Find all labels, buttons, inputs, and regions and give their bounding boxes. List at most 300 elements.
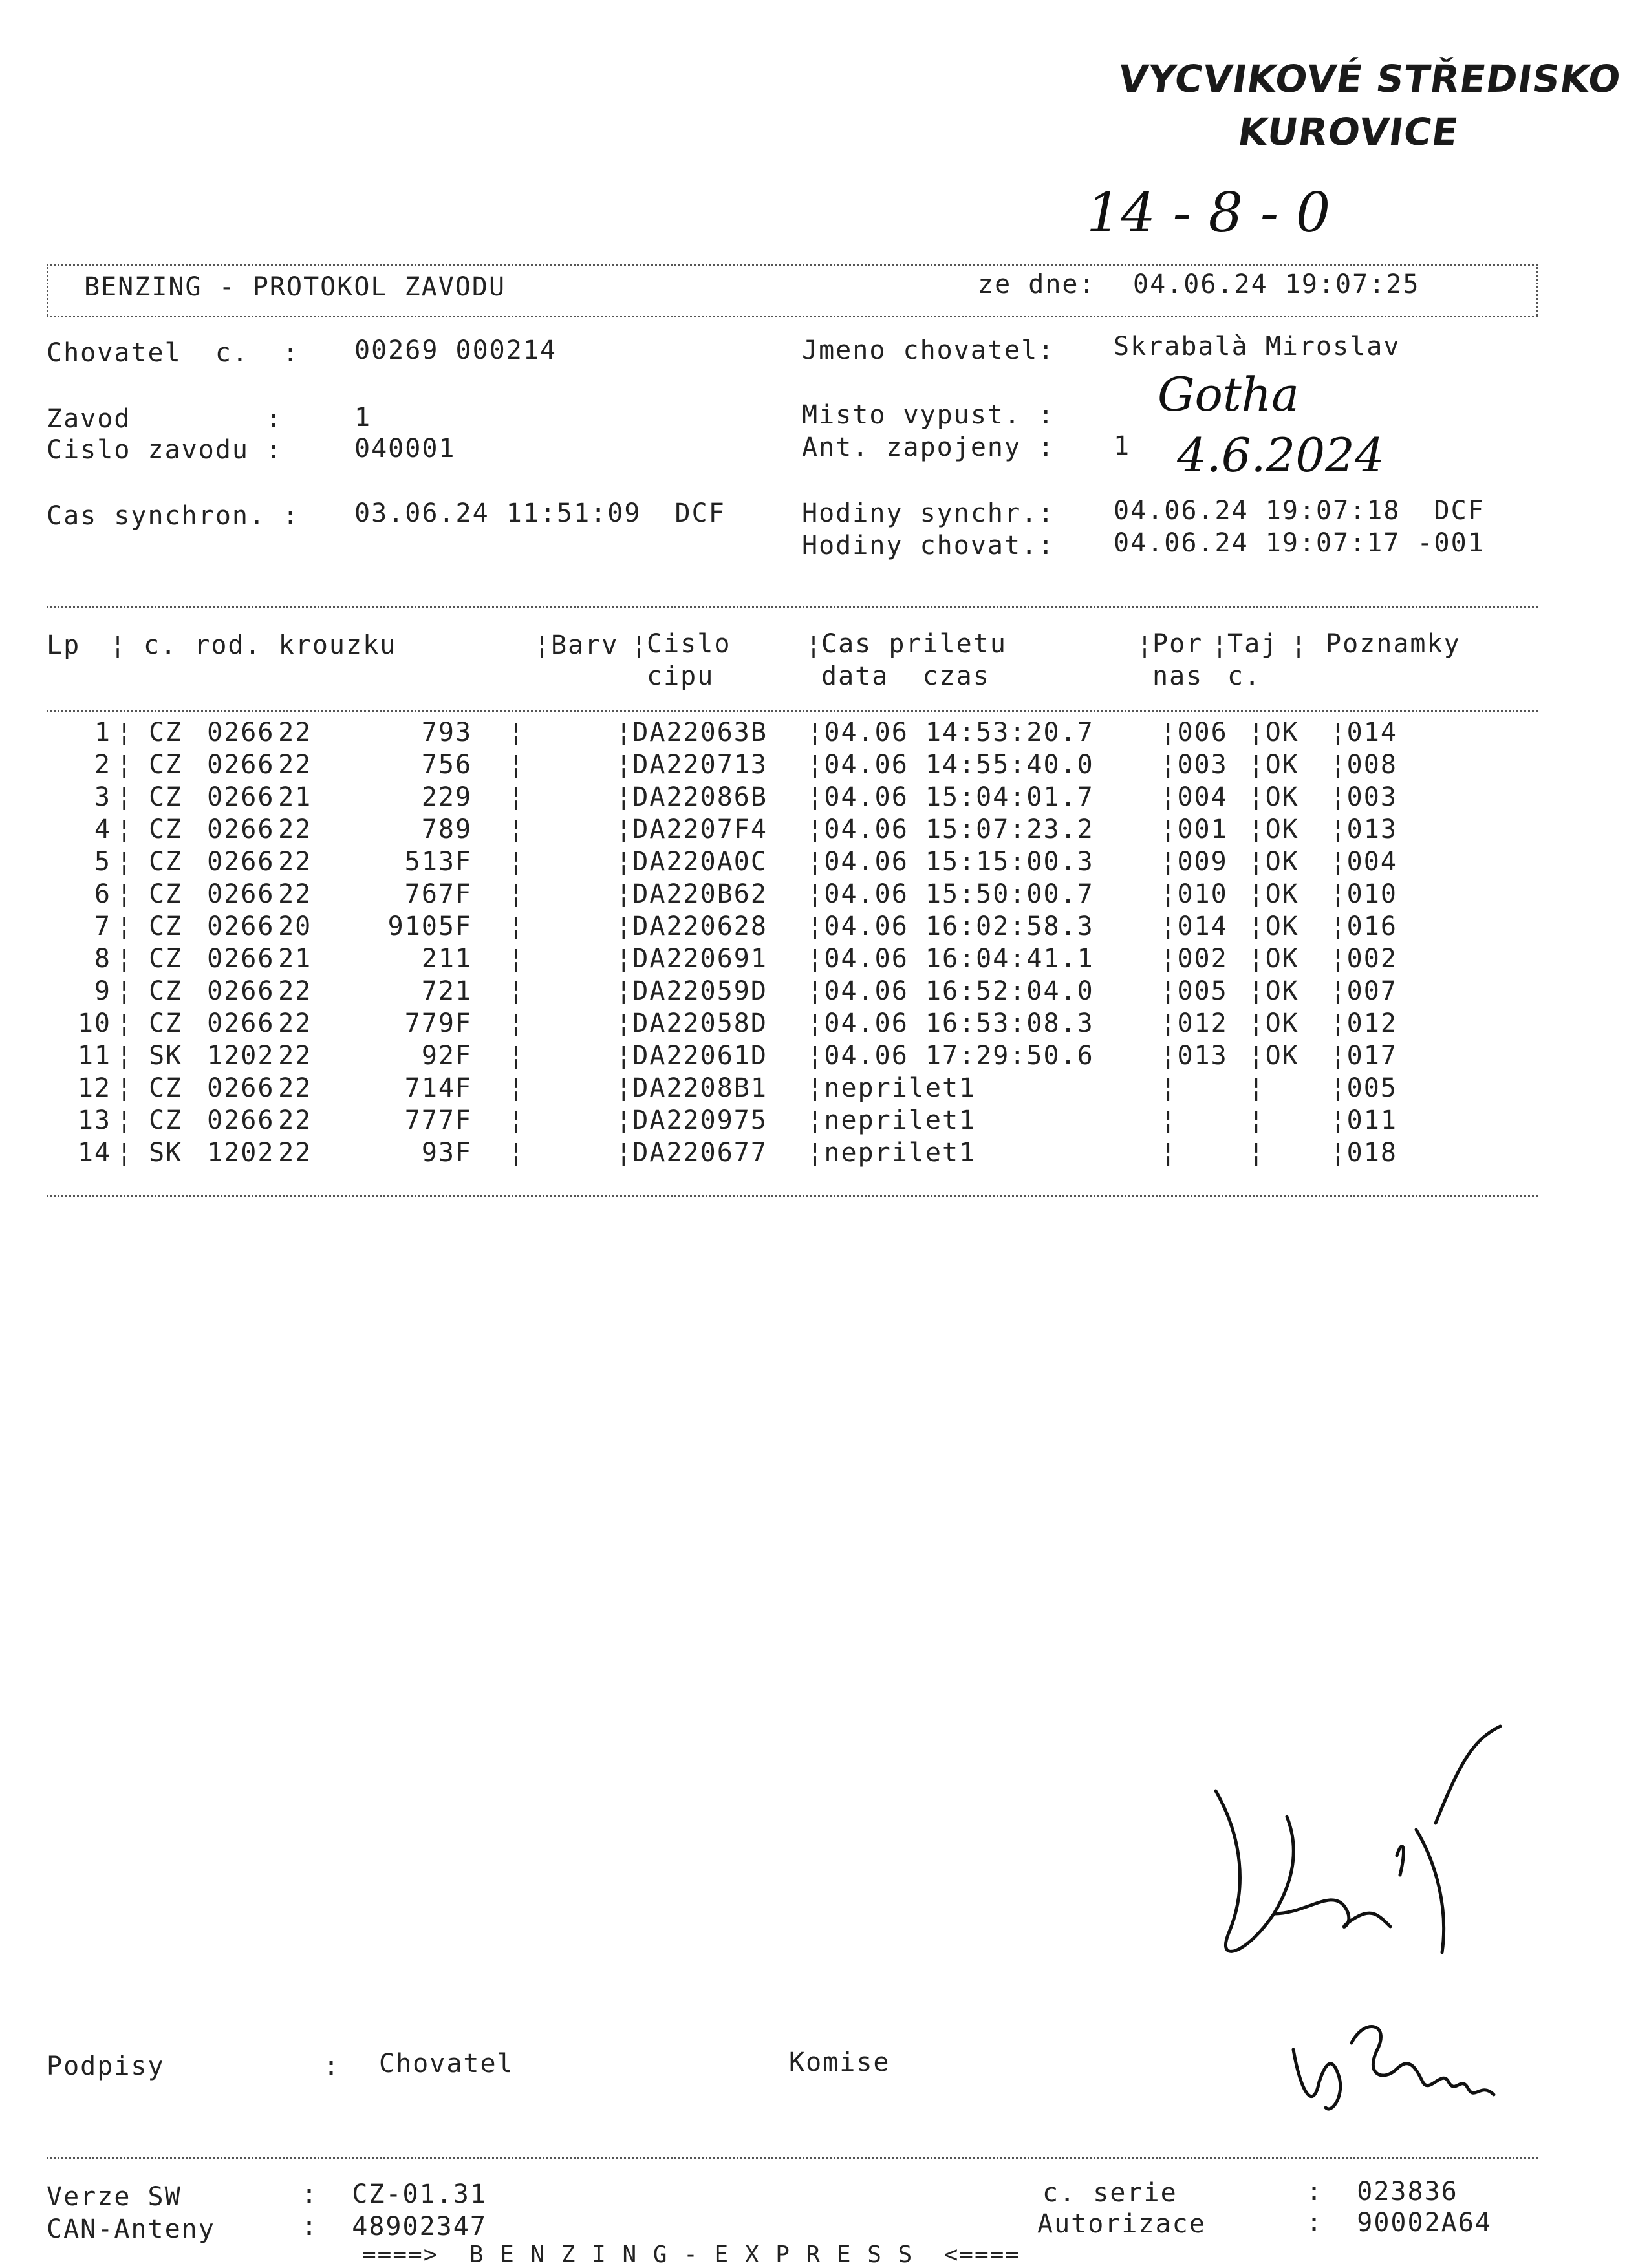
row-sep: ¦ [1248, 912, 1266, 941]
ring-org: 0266 [207, 815, 275, 844]
row-order [1177, 1104, 1248, 1137]
row-sep: ¦ [1330, 912, 1347, 941]
table-row [47, 943, 1541, 975]
row-lp: 14 [77, 1138, 111, 1168]
col-header-sep-2: ¦ [534, 630, 552, 660]
row-arrival-time: 04.06 14:53:20.7 [824, 718, 1094, 747]
col-header-por-2: nas [1152, 661, 1203, 691]
table-bottom-rule [47, 1195, 1538, 1197]
ring-number: 714F [404, 1073, 473, 1103]
table-row [47, 1072, 1541, 1104]
row-chip-id: DA220A0C [632, 847, 768, 877]
row-sep: ¦ [1248, 1009, 1266, 1038]
row-sep: ¦ [1160, 782, 1178, 812]
ring-org: 0266 [207, 750, 275, 780]
row-sep: ¦ [1330, 976, 1347, 1006]
row-sep: ¦ [807, 1041, 824, 1071]
row-sep: ¦ [508, 847, 526, 877]
row-note: 010 [1346, 879, 1397, 909]
row-order [1177, 1137, 1248, 1169]
col-header-taj-1: Taj [1227, 629, 1278, 659]
row-sep: ¦ [508, 815, 526, 844]
row-color [525, 846, 616, 878]
ring-country: SK [149, 1138, 183, 1168]
row-sep: ¦ [1248, 1106, 1266, 1135]
ring-number: 721 [421, 976, 473, 1006]
table-row [47, 749, 1541, 781]
ring-year: 21 [278, 782, 312, 812]
row-secret: OK [1265, 976, 1299, 1006]
row-sep: ¦ [1160, 1106, 1178, 1135]
clock-breeder-label: Hodiny chovat.: [802, 531, 1055, 561]
row-color [525, 1137, 616, 1169]
row-color [525, 813, 616, 846]
protocol-date-label: ze dne: [978, 270, 1096, 299]
col-header-sep-6: ¦ [1212, 630, 1229, 660]
row-color [525, 781, 616, 813]
row-chip-id: DA2207F4 [632, 815, 768, 844]
row-order: 012 [1177, 1009, 1228, 1038]
ring-org: 1202 [207, 1138, 275, 1168]
row-secret: OK [1265, 847, 1299, 877]
row-ring-number [133, 975, 508, 1007]
row-color [525, 910, 616, 943]
protocol-title: BENZING - PROTOKOL ZAVODU [84, 272, 506, 302]
row-note: 003 [1346, 782, 1397, 812]
row-sep: ¦ [116, 976, 134, 1006]
row-sep: ¦ [807, 1106, 824, 1135]
release-place-handwritten: Gotha [1158, 367, 1300, 422]
row-ring-number [133, 846, 508, 878]
row-color [525, 1104, 616, 1137]
row-arrival-time: 04.06 15:50:00.7 [824, 879, 1094, 909]
header-bottom-rule [47, 316, 1538, 317]
row-color [525, 749, 616, 781]
table-row [47, 910, 1541, 943]
row-sep: ¦ [116, 1073, 134, 1103]
row-chip-id: DA220677 [632, 1138, 768, 1168]
row-sep: ¦ [508, 1009, 526, 1038]
handwritten-code: 14 - 8 - 0 [1086, 181, 1331, 244]
breeder-name-label: Jmeno chovatel: [802, 336, 1055, 365]
stamp-line-1: VYCVIKOVÉ STŘEDISKO [1116, 57, 1624, 101]
row-sep: ¦ [616, 750, 633, 780]
row-sep: ¦ [116, 847, 134, 877]
row-chip-id: DA22086B [632, 782, 768, 812]
row-lp: 4 [94, 815, 111, 844]
col-header-sep-1: ¦ [110, 630, 127, 660]
row-lp: 6 [94, 879, 111, 909]
ring-country: CZ [149, 879, 183, 909]
ring-year: 22 [278, 1073, 312, 1103]
row-secret [1266, 1104, 1330, 1137]
ring-year: 22 [278, 1041, 312, 1071]
row-note: 004 [1346, 847, 1397, 877]
breeder-no-value: 00269 000214 [354, 336, 557, 365]
row-sep: ¦ [1330, 1009, 1347, 1038]
row-sep: ¦ [616, 718, 633, 747]
row-order: 013 [1177, 1041, 1228, 1071]
clock-sync-label: Hodiny synchr.: [802, 498, 1055, 528]
row-sep: ¦ [508, 879, 526, 909]
signatures-label: Podpisy [47, 2051, 165, 2081]
row-sep: ¦ [616, 944, 633, 974]
row-arrival-time: 04.06 14:55:40.0 [824, 750, 1094, 780]
row-sep: ¦ [807, 782, 824, 812]
ring-country: CZ [149, 1106, 183, 1135]
row-sep: ¦ [1160, 718, 1178, 747]
ring-year: 22 [278, 1138, 312, 1168]
row-chip-id: DA22061D [632, 1041, 768, 1071]
row-sep: ¦ [508, 976, 526, 1006]
ring-org: 0266 [207, 944, 275, 974]
ring-number: 779F [404, 1009, 473, 1038]
row-sep: ¦ [1160, 1041, 1178, 1071]
row-sep: ¦ [616, 782, 633, 812]
row-note: 018 [1346, 1138, 1397, 1168]
row-lp: 13 [77, 1106, 111, 1135]
row-secret: OK [1265, 718, 1299, 747]
row-chip-id: DA22059D [632, 976, 768, 1006]
ring-country: CZ [149, 718, 183, 747]
row-color [525, 1072, 616, 1104]
table-row [47, 1007, 1541, 1040]
race-value: 1 [354, 403, 372, 433]
row-sep: ¦ [807, 1138, 824, 1168]
col-header-sep-5: ¦ [1137, 630, 1154, 660]
row-lp: 8 [94, 944, 111, 974]
row-sep: ¦ [1248, 718, 1266, 747]
col-header-ring: c. rod. krouzku [144, 630, 397, 660]
row-sep: ¦ [508, 1073, 526, 1103]
footer-top-rule [47, 2157, 1538, 2159]
row-ring-number [133, 878, 508, 910]
row-note: 011 [1346, 1106, 1397, 1135]
results-table [47, 716, 1541, 1169]
row-order: 004 [1177, 782, 1228, 812]
row-sep: ¦ [508, 750, 526, 780]
row-sep: ¦ [616, 1009, 633, 1038]
can-antenna-label: CAN-Anteny [47, 2214, 215, 2244]
row-arrival-time: 04.06 16:04:41.1 [824, 944, 1094, 974]
row-arrival-time: 04.06 15:07:23.2 [824, 815, 1094, 844]
row-sep: ¦ [807, 976, 824, 1006]
row-sep: ¦ [1330, 1073, 1347, 1103]
row-chip-id: DA220B62 [632, 879, 768, 909]
row-sep: ¦ [508, 718, 526, 747]
row-arrival-time: 04.06 16:53:08.3 [824, 1009, 1094, 1038]
row-sep: ¦ [1248, 879, 1266, 909]
row-chip-id: DA22063B [632, 718, 768, 747]
ring-year: 20 [278, 912, 312, 941]
col-header-sep-7: ¦ [1291, 630, 1308, 660]
ring-org: 0266 [207, 1106, 275, 1135]
signature-commission-label: Komise [789, 2048, 890, 2077]
table-row [47, 846, 1541, 878]
row-secret: OK [1265, 1009, 1299, 1038]
ring-country: CZ [149, 976, 183, 1006]
clock-sync-value: 04.06.24 19:07:18 DCF [1114, 496, 1485, 526]
ring-number: 211 [421, 944, 473, 974]
row-order: 005 [1177, 976, 1228, 1006]
row-sep: ¦ [508, 1041, 526, 1071]
row-sep: ¦ [1248, 815, 1266, 844]
ring-country: SK [149, 1041, 183, 1071]
col-header-lp: Lp [47, 630, 81, 660]
row-sep: ¦ [807, 815, 824, 844]
breeder-no-label: Chovatel c. : [47, 338, 300, 368]
ring-number: 92F [421, 1041, 473, 1071]
row-secret: OK [1265, 750, 1299, 780]
row-sep: ¦ [1160, 944, 1178, 974]
protocol-date-value: 04.06.24 19:07:25 [1133, 270, 1420, 299]
row-order: 009 [1177, 847, 1228, 877]
row-sep: ¦ [807, 1009, 824, 1038]
ring-country: CZ [149, 912, 183, 941]
row-arrival-time: neprilet1 [824, 1106, 976, 1135]
row-order: 001 [1177, 815, 1228, 844]
ring-country: CZ [149, 750, 183, 780]
row-ring-number [133, 1007, 508, 1040]
table-header-rule [47, 710, 1538, 712]
row-sep: ¦ [1248, 1073, 1266, 1103]
table-top-rule [47, 606, 1538, 608]
header-top-rule [47, 264, 1538, 266]
row-sep: ¦ [1330, 847, 1347, 877]
col-header-time-2: data czas [821, 661, 990, 691]
commission-signature [1287, 2011, 1520, 2127]
col-header-por-1: Por [1152, 629, 1203, 659]
row-chip-id: DA2208B1 [632, 1073, 768, 1103]
row-sep: ¦ [1330, 879, 1347, 909]
row-sep: ¦ [1330, 782, 1347, 812]
row-sep: ¦ [616, 1106, 633, 1135]
ring-number: 777F [404, 1106, 473, 1135]
row-sep: ¦ [1330, 718, 1347, 747]
row-sep: ¦ [1248, 847, 1266, 877]
row-sep: ¦ [116, 718, 134, 747]
row-arrival-time: 04.06 17:29:50.6 [824, 1041, 1094, 1071]
row-arrival-time: 04.06 15:04:01.7 [824, 782, 1094, 812]
row-lp: 9 [94, 976, 111, 1006]
ring-country: CZ [149, 847, 183, 877]
row-sep: ¦ [116, 1009, 134, 1038]
row-secret: OK [1265, 879, 1299, 909]
row-secret [1266, 1072, 1330, 1104]
row-arrival-time: 04.06 16:02:58.3 [824, 912, 1094, 941]
row-sep: ¦ [807, 847, 824, 877]
row-sep: ¦ [1248, 976, 1266, 1006]
row-sep: ¦ [1160, 1073, 1178, 1103]
row-ring-number [133, 1137, 508, 1169]
ring-number: 9105F [387, 912, 473, 941]
race-no-label: Cislo zavodu : [47, 435, 283, 465]
ring-year: 22 [278, 847, 312, 877]
table-row [47, 878, 1541, 910]
row-order: 014 [1177, 912, 1228, 941]
row-ring-number [133, 943, 508, 975]
ring-org: 0266 [207, 976, 275, 1006]
row-sep: ¦ [508, 782, 526, 812]
ring-year: 21 [278, 944, 312, 974]
row-sep: ¦ [116, 1041, 134, 1071]
row-sep: ¦ [508, 944, 526, 974]
row-arrival-time: 04.06 15:15:00.3 [824, 847, 1094, 877]
signatures-colon: : [323, 2051, 341, 2081]
row-sep: ¦ [508, 1106, 526, 1135]
row-sep: ¦ [116, 1106, 134, 1135]
ring-country: CZ [149, 1009, 183, 1038]
col-header-chip-2: cipu [647, 661, 715, 691]
table-row [47, 813, 1541, 846]
row-sep: ¦ [807, 912, 824, 941]
row-lp: 2 [94, 750, 111, 780]
row-note: 017 [1346, 1041, 1397, 1071]
row-sep: ¦ [1330, 944, 1347, 974]
ring-country: CZ [149, 944, 183, 974]
row-ring-number [133, 716, 508, 749]
ring-year: 22 [278, 750, 312, 780]
ring-year: 22 [278, 879, 312, 909]
race-label: Zavod : [47, 404, 283, 434]
row-sep: ¦ [616, 879, 633, 909]
row-ring-number [133, 1104, 508, 1137]
row-sep: ¦ [1160, 750, 1178, 780]
header-right-rule [1536, 264, 1538, 316]
row-sep: ¦ [1160, 847, 1178, 877]
row-secret [1266, 1137, 1330, 1169]
row-note: 002 [1346, 944, 1397, 974]
row-sep: ¦ [1248, 944, 1266, 974]
row-color [525, 975, 616, 1007]
row-sep: ¦ [1248, 750, 1266, 780]
sync-label: Cas synchron. : [47, 501, 300, 531]
sw-version-value: : CZ-01.31 [301, 2179, 487, 2209]
row-sep: ¦ [807, 879, 824, 909]
row-chip-id: DA220975 [632, 1106, 768, 1135]
race-no-value: 040001 [354, 434, 456, 464]
row-color [525, 878, 616, 910]
row-arrival-time: neprilet1 [824, 1073, 976, 1103]
row-color [525, 1007, 616, 1040]
ring-number: 767F [404, 879, 473, 909]
row-sep: ¦ [116, 879, 134, 909]
ring-org: 0266 [207, 879, 275, 909]
col-header-note: Poznamky [1326, 629, 1461, 659]
row-secret: OK [1265, 912, 1299, 941]
col-header-sep-3: ¦ [631, 630, 649, 660]
row-sep: ¦ [1248, 1138, 1266, 1168]
row-note: 012 [1346, 1009, 1397, 1038]
row-ring-number [133, 781, 508, 813]
row-ring-number [133, 813, 508, 846]
row-order: 006 [1177, 718, 1228, 747]
ring-number: 513F [404, 847, 473, 877]
row-ring-number [133, 910, 508, 943]
row-chip-id: DA22058D [632, 1009, 768, 1038]
ring-number: 793 [421, 718, 473, 747]
sw-version-label: Verze SW [47, 2182, 182, 2212]
row-sep: ¦ [116, 912, 134, 941]
row-sep: ¦ [1330, 815, 1347, 844]
row-sep: ¦ [616, 1041, 633, 1071]
ring-year: 22 [278, 1009, 312, 1038]
header-left-rule [47, 264, 48, 316]
col-header-time-1: Cas priletu [821, 629, 1007, 659]
sync-value: 03.06.24 11:51:09 DCF [354, 498, 726, 528]
release-date-handwritten: 4.6.2024 [1177, 428, 1385, 482]
row-note: 008 [1346, 750, 1397, 780]
col-header-taj-2: c. [1227, 661, 1262, 691]
row-sep: ¦ [1330, 750, 1347, 780]
row-sep: ¦ [1330, 1041, 1347, 1071]
table-row [47, 1040, 1541, 1072]
col-header-barv: Barv [551, 630, 619, 660]
row-sep: ¦ [116, 944, 134, 974]
row-sep: ¦ [116, 1138, 134, 1168]
row-color [525, 716, 616, 749]
row-note: 016 [1346, 912, 1397, 941]
ring-year: 22 [278, 1106, 312, 1135]
row-sep: ¦ [616, 815, 633, 844]
ring-country: CZ [149, 782, 183, 812]
col-header-sep-4: ¦ [806, 630, 823, 660]
row-note: 007 [1346, 976, 1397, 1006]
table-row [47, 1137, 1541, 1169]
row-color [525, 943, 616, 975]
row-sep: ¦ [807, 718, 824, 747]
row-sep: ¦ [116, 815, 134, 844]
ring-year: 22 [278, 976, 312, 1006]
ring-org: 0266 [207, 912, 275, 941]
row-order [1177, 1072, 1248, 1104]
row-sep: ¦ [616, 912, 633, 941]
signature-breeder-label: Chovatel [379, 2049, 514, 2079]
ring-country: CZ [149, 815, 183, 844]
row-sep: ¦ [616, 847, 633, 877]
row-note: 005 [1346, 1073, 1397, 1103]
row-sep: ¦ [1160, 912, 1178, 941]
row-lp: 11 [77, 1041, 111, 1071]
clock-breeder-value: 04.06.24 19:07:17 -001 [1114, 528, 1485, 558]
row-sep: ¦ [1160, 1009, 1178, 1038]
table-row [47, 781, 1541, 813]
row-sep: ¦ [616, 1073, 633, 1103]
row-sep: ¦ [1160, 879, 1178, 909]
row-ring-number [133, 1072, 508, 1104]
row-chip-id: DA220628 [632, 912, 768, 941]
authorization-value: : 90002A64 [1306, 2208, 1492, 2238]
ring-year: 22 [278, 718, 312, 747]
ring-org: 0266 [207, 718, 275, 747]
ring-number: 229 [421, 782, 473, 812]
row-sep: ¦ [1160, 815, 1178, 844]
row-sep: ¦ [807, 1073, 824, 1103]
row-lp: 7 [94, 912, 111, 941]
row-lp: 5 [94, 847, 111, 877]
can-antenna-value: : 48902347 [301, 2212, 487, 2241]
row-sep: ¦ [1160, 1138, 1178, 1168]
row-sep: ¦ [1160, 976, 1178, 1006]
ring-org: 0266 [207, 782, 275, 812]
row-lp: 3 [94, 782, 111, 812]
ring-number: 93F [421, 1138, 473, 1168]
row-sep: ¦ [116, 750, 134, 780]
row-chip-id: DA220713 [632, 750, 768, 780]
breeder-name-value: Skrabalà Miroslav [1114, 332, 1401, 361]
row-lp: 10 [77, 1009, 111, 1038]
row-sep: ¦ [807, 750, 824, 780]
